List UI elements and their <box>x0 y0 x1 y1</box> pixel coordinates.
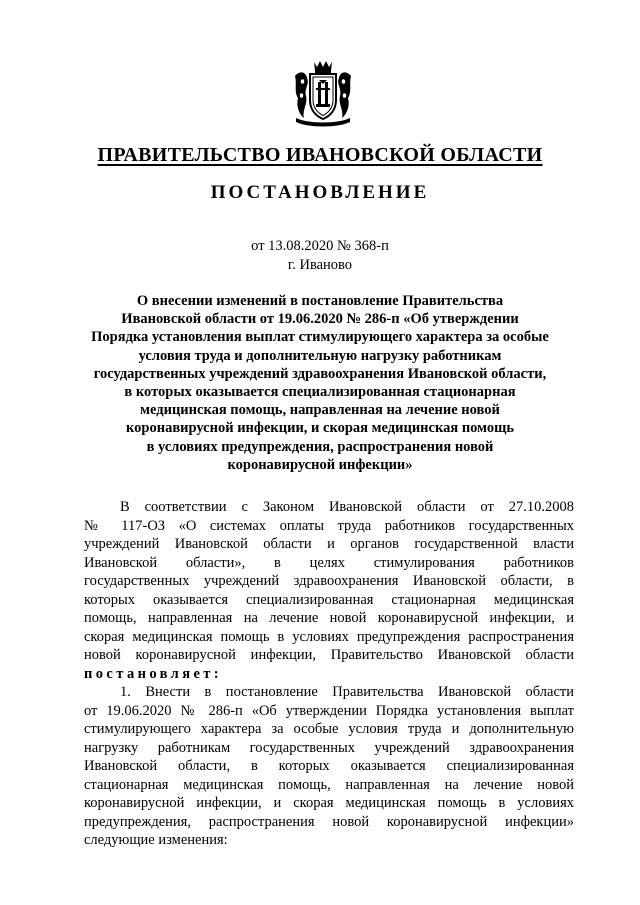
heading-line: условия труда и дополнительную нагрузку работникам <box>138 347 502 364</box>
item-line: следующие изменения: <box>84 832 228 848</box>
heading-line: медицинская помощь, направленная на лечение новой <box>140 402 500 419</box>
item-line: коронавирусной инфекции, и скорая медицинская помощь в условиях <box>84 795 574 811</box>
document-city: г. Иваново <box>287 257 353 273</box>
heading-line: государственных учреждений здравоохранения Ивановской области, <box>93 365 547 382</box>
resolves-line <box>84 665 574 684</box>
heading-line: О внесении изменений в постановление Правительства <box>136 293 504 309</box>
item-line: Ивановской области, в которых оказывается специализированная <box>84 758 574 774</box>
body-line: новой коронавирусной инфекции, Правительство Ивановской области <box>84 647 574 663</box>
heading-line: коронавирусной инфекции» <box>227 456 413 473</box>
item-line: 1. Внести в постановление Правительства Ивановской области <box>120 684 574 700</box>
item-line: нагрузку работникам государственных учреждений здравоохранения <box>84 739 574 756</box>
body-line: Ивановской области», в целях стимулирования работников <box>84 554 574 571</box>
resolves-word: постановляет: <box>84 665 223 682</box>
document-body <box>84 498 574 850</box>
heading-line: в условиях предупреждения, распространения новой <box>146 438 494 455</box>
heading-line: Ивановской области от 19.06.2020 № 286-п «Об утверждении <box>121 311 519 328</box>
heading-line: Порядка установления выплат стимулирующего характера за особые <box>91 329 549 346</box>
body-line: № 117-ОЗ «О системах оплаты труда работников государственных <box>84 517 574 534</box>
heading-line: в которых оказывается специализированная стационарная <box>124 384 516 401</box>
item-line: стационарная медицинская помощь, направленная на лечение новой <box>84 776 574 793</box>
heading-line: коронавирусной инфекции, и скорая медицинская помощь <box>125 420 514 437</box>
body-line: помощь, направленная на лечение новой коронавирусной инфекции, и <box>84 610 574 626</box>
body-line: В соответствии с Законом Ивановской области от 27.10.2008 <box>120 499 574 515</box>
item-line: стимулирующего характера за особые условия труда и дополнительную <box>84 721 574 737</box>
item-line: предупреждения, распространения новой коронавирусной инфекции» <box>84 813 574 830</box>
body-line: государственных учреждений здравоохранения Ивановской области, в <box>84 573 574 589</box>
government-title: ПРАВИТЕЛЬСТВО ИВАНОВСКОЙ ОБЛАСТИ <box>97 144 543 166</box>
item-line: от 19.06.2020 № 286-п «Об утверждении Порядка установления выплат <box>84 702 574 719</box>
document-date-number: от 13.08.2020 № 368-п <box>251 238 389 254</box>
coat-of-arms-icon <box>292 58 354 128</box>
body-line: которых оказывается специализированная стационарная медицинская <box>84 591 574 608</box>
body-line: учреждений Ивановской области и органов государственной власти <box>84 536 574 552</box>
body-line: скорая медицинская помощь в условиях предупреждения распространения <box>84 628 574 645</box>
document-heading <box>70 292 570 474</box>
document-type: ПОСТАНОВЛЕНИЕ <box>210 182 430 203</box>
